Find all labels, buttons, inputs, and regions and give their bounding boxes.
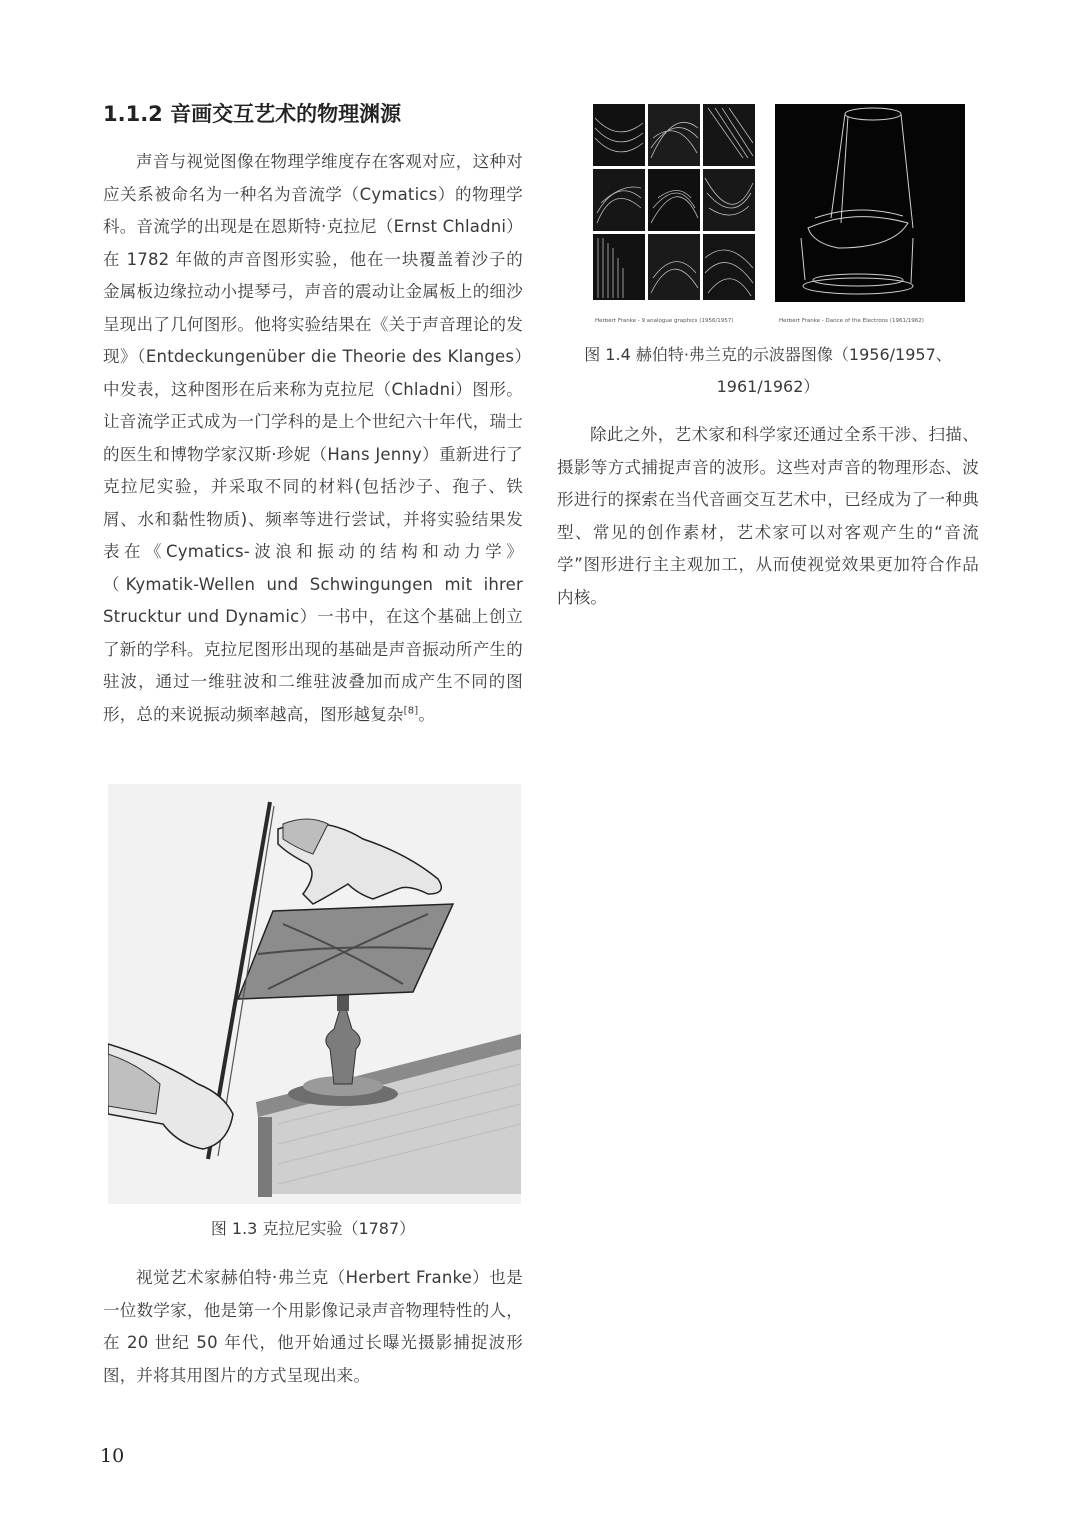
- page-number: 10: [100, 1445, 125, 1467]
- paragraph-end: 。: [418, 704, 436, 724]
- dance-of-electrons-image: [775, 104, 965, 324]
- citation-marker: [8]: [403, 705, 419, 716]
- body-paragraph-cymatics: [103, 146, 523, 731]
- chladni-engraving-illustration: [108, 784, 521, 1204]
- paragraph-text: 声音与视觉图像在物理学维度存在客观对应，这种对应关系被命名为一种名为音流学（Cymatics）的物理学科。音流学的出现是在恩斯特·克拉尼（Ernst Chladni） 在 1782 年做的声音图形实验，他在一块覆盖着沙子的金属板边缘拉动小提琴弓，声音的震动让金属板上的细沙呈现出了几何图形。他将实验结果在《关于声音理论的发现》（Entdeckungenüber die Theorie des Klanges）中发表，这种图形在后来称为克拉尼（Chladni）图形。让音流学正式成为一门学科的是上个世纪六十年代，瑞士的医生和博物学家汉斯·珍妮（Hans Jenny）重新进行了克拉尼实验，并采取不同的材料(包括沙子、孢子、铁屑、水和黏性物质)、频率等进行尝试，并将实验结果发表在《Cymatics-波浪和振动的结构和动力学》（Kymatik-Wellen und Schwingungen mit ihrer Strucktur und Dynamic）一书中，在这个基础上创立了新的学科。克拉尼图形出现的基础是声音振动所产生的驻波，通过一维驻波和二维驻波叠加而成产生不同的图形，总的来说振动频率越高，图形越复杂: [103, 152, 523, 724]
- section-heading: 1.1.2 音画交互艺术的物理渊源: [103, 102, 402, 126]
- right-figure-label: Herbert Franke - Dance of the Electrons (1961/1962): [779, 318, 924, 324]
- body-paragraph-waveforms: 除此之外，艺术家和科学家还通过全系干涉、扫描、摄影等方式捕捉声音的波形。这些对声音的物理形态、波形进行的探索在当代音画交互艺术中，已经成为了一种典型、常见的创作素材，艺术家可以对客观产生的“音流学”图形进行主主观加工，从而使视觉效果更加符合作品内核。: [557, 425, 979, 607]
- chladni-experiment-figure: [108, 784, 521, 1204]
- franke-oscillograph-figure: [583, 98, 973, 330]
- figure-1-3-caption: 图 1.3 克拉尼实验（1787）: [210, 1219, 416, 1238]
- analogue-graphics-grid: [593, 104, 755, 324]
- figure-1-4-caption: 图 1.4 赫伯特·弗兰克的示波器图像（1956/1957、1961/1962）: [584, 345, 952, 396]
- body-paragraph-franke: 视觉艺术家赫伯特·弗兰克（Herbert Franke）也是一位数学家，他是第一个用影像记录声音物理特性的人，在 20 世纪 50 年代，他开始通过长曝光摄影捕捉波形图，并将其用图片的方式呈现出来。: [103, 1268, 523, 1385]
- left-figure-label: Herbert Franke - 9 analogue graphics (1956/1957): [595, 318, 734, 324]
- oscillograph-images: [583, 98, 973, 330]
